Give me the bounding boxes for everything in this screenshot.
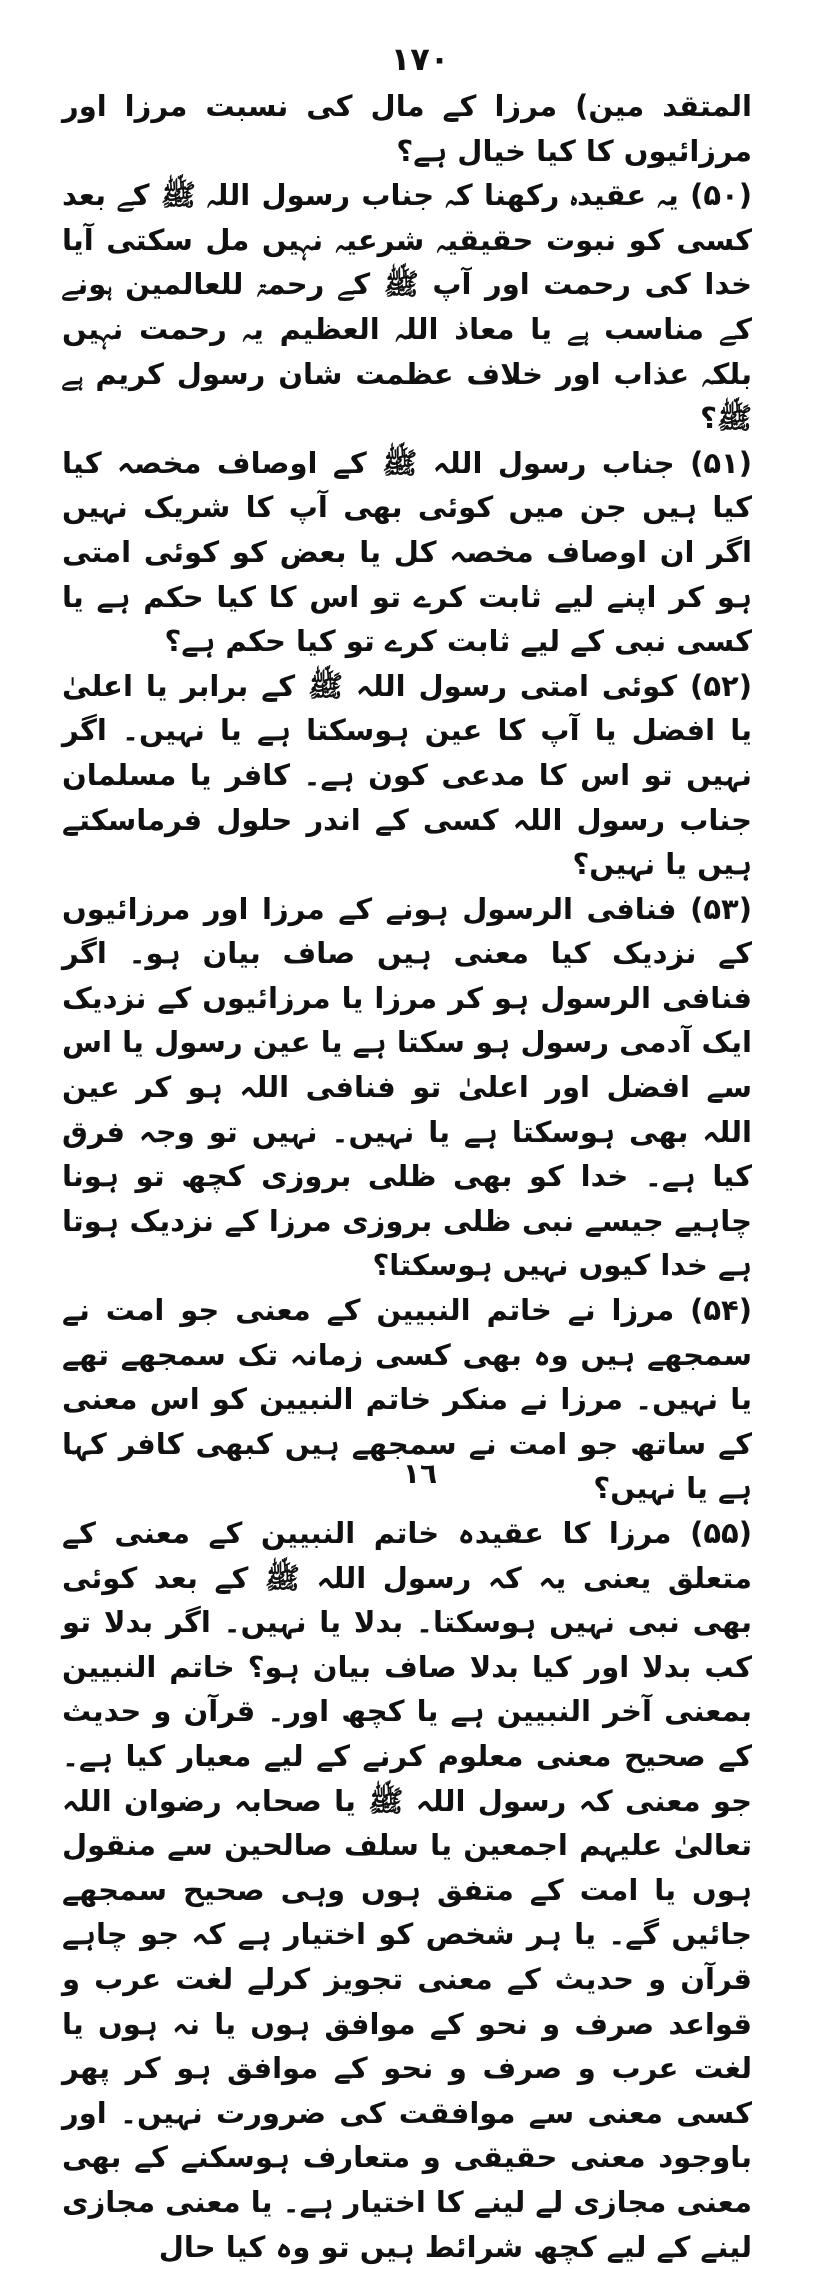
paragraph-53: (۵۳) فنافی الرسول ہونے کے مرزا اور مرزائیوں کے نزدیک کیا معنی ہیں صاف بیان ہو۔ اگر فنافی الرسول ہو کر مرزا یا مرزائیوں کے نزدیک ایک آدمی رسول ہو سکتا ہے یا عین رسول یا اس سے افضل اور اعلیٰ تو فنافی اللہ ہو کر عین اللہ بھی ہوسکتا ہے یا نہیں۔ نہیں تو وجہ فرق کیا ہے۔ خدا کو بھی ظلی بروزی کچھ تو ہونا چاہیے جیسے نبی ظلی بروزی مرزا کے نزدیک ہوتا ہے خدا کیوں نہیں ہوسکتا؟	[62, 891, 752, 1283]
paragraph-intro: المتقد مین) مرزا کے مال کی نسبت مرزا اور مرزائیوں کا کیا خیال ہے؟	[62, 89, 752, 168]
page-number-bottom: ١٦	[402, 1457, 438, 1490]
page-number-top: ١٧٠	[390, 40, 450, 78]
body-text	[62, 84, 752, 2269]
paragraph-54: (۵۴) مرزا نے خاتم النبیین کے معنی جو امت نے سمجھے ہیں وہ بھی کسی زمانہ تک سمجھے تھے یا نہیں۔ مرزا نے منکر خاتم النبیین کو اس معنی کے ساتھ جو امت نے سمجھے ہیں کبھی کافر کہا ہے یا نہیں؟	[62, 1293, 752, 1506]
paragraph-55: (۵۵) مرزا کا عقیدہ خاتم النبیین کے معنی کے متعلق یعنی یہ کہ رسول اللہ ﷺ کے بعد کوئی بھی نبی نہیں ہوسکتا۔ بدلا یا نہیں۔ اگر بدلا تو کب بدلا اور کیا بدلا صاف بیان ہو؟ خاتم النبیین بمعنی آخر النبیین ہے یا کچھ اور۔ قرآن و حدیث کے صحیح معنی معلوم کرنے کے لیے معیار کیا ہے۔ جو معنی کہ رسول اللہ ﷺ یا صحابہ رضوان اللہ تعالیٰ علیہم اجمعین یا سلف صالحین سے منقول ہوں یا امت کے متفق ہوں وہی صحیح سمجھے جائیں گے۔ یا ہر شخص کو اختیار ہے کہ جو چاہے قرآن و حدیث کے معنی تجویز کرلے لغت عرب و قواعد صرف و نحو کے موافق ہوں یا نہ ہوں یا لغت عرب و صرف و نحو کے موافق ہو کر پھر کسی معنی سے موافقت کی ضرورت نہیں۔ اور باوجود معنی حقیقی و متعارف ہوسکنے کے بھی معنی مجازی لے لینے کا اختیار ہے۔ یا معنی مجازی لینے کے لیے کچھ شرائط ہیں تو وہ کیا حال	[62, 1516, 752, 2264]
paragraph-52: (۵۲) کوئی امتی رسول اللہ ﷺ کے برابر یا اعلیٰ یا افضل یا آپ کا عین ہوسکتا ہے یا نہیں۔ اگر نہیں تو اس کا مدعی کون ہے۔ کافر یا مسلمان جناب رسول اللہ کسی کے اندر حلول فرماسکتے ہیں یا نہیں؟	[62, 668, 752, 882]
paragraph-51: (۵۱) جناب رسول اللہ ﷺ کے اوصاف مخصہ کیا کیا ہیں جن میں کوئی بھی آپ کا شریک نہیں اگر ان اوصاف مخصہ کل یا بعض کو کوئی امتی ہو کر اپنے لیے ثابت کرے تو اس کا کیا حکم ہے یا کسی نبی کے لیے ثابت کرے تو کیا حکم ہے؟	[62, 445, 752, 659]
paragraph-50: (۵۰) یہ عقیدہ رکھنا کہ جناب رسول اللہ ﷺ کے بعد کسی کو نبوت حقیقیہ شرعیہ نہیں مل سکتی آیا خدا کی رحمت اور آپ ﷺ کے رحمۃ للعالمین ہونے کے مناسب ہے یا معاذ اللہ العظیم یہ رحمت نہیں بلکہ عذاب اور خلاف عظمت شان رسول کریم ہے ﷺ؟	[62, 178, 752, 436]
